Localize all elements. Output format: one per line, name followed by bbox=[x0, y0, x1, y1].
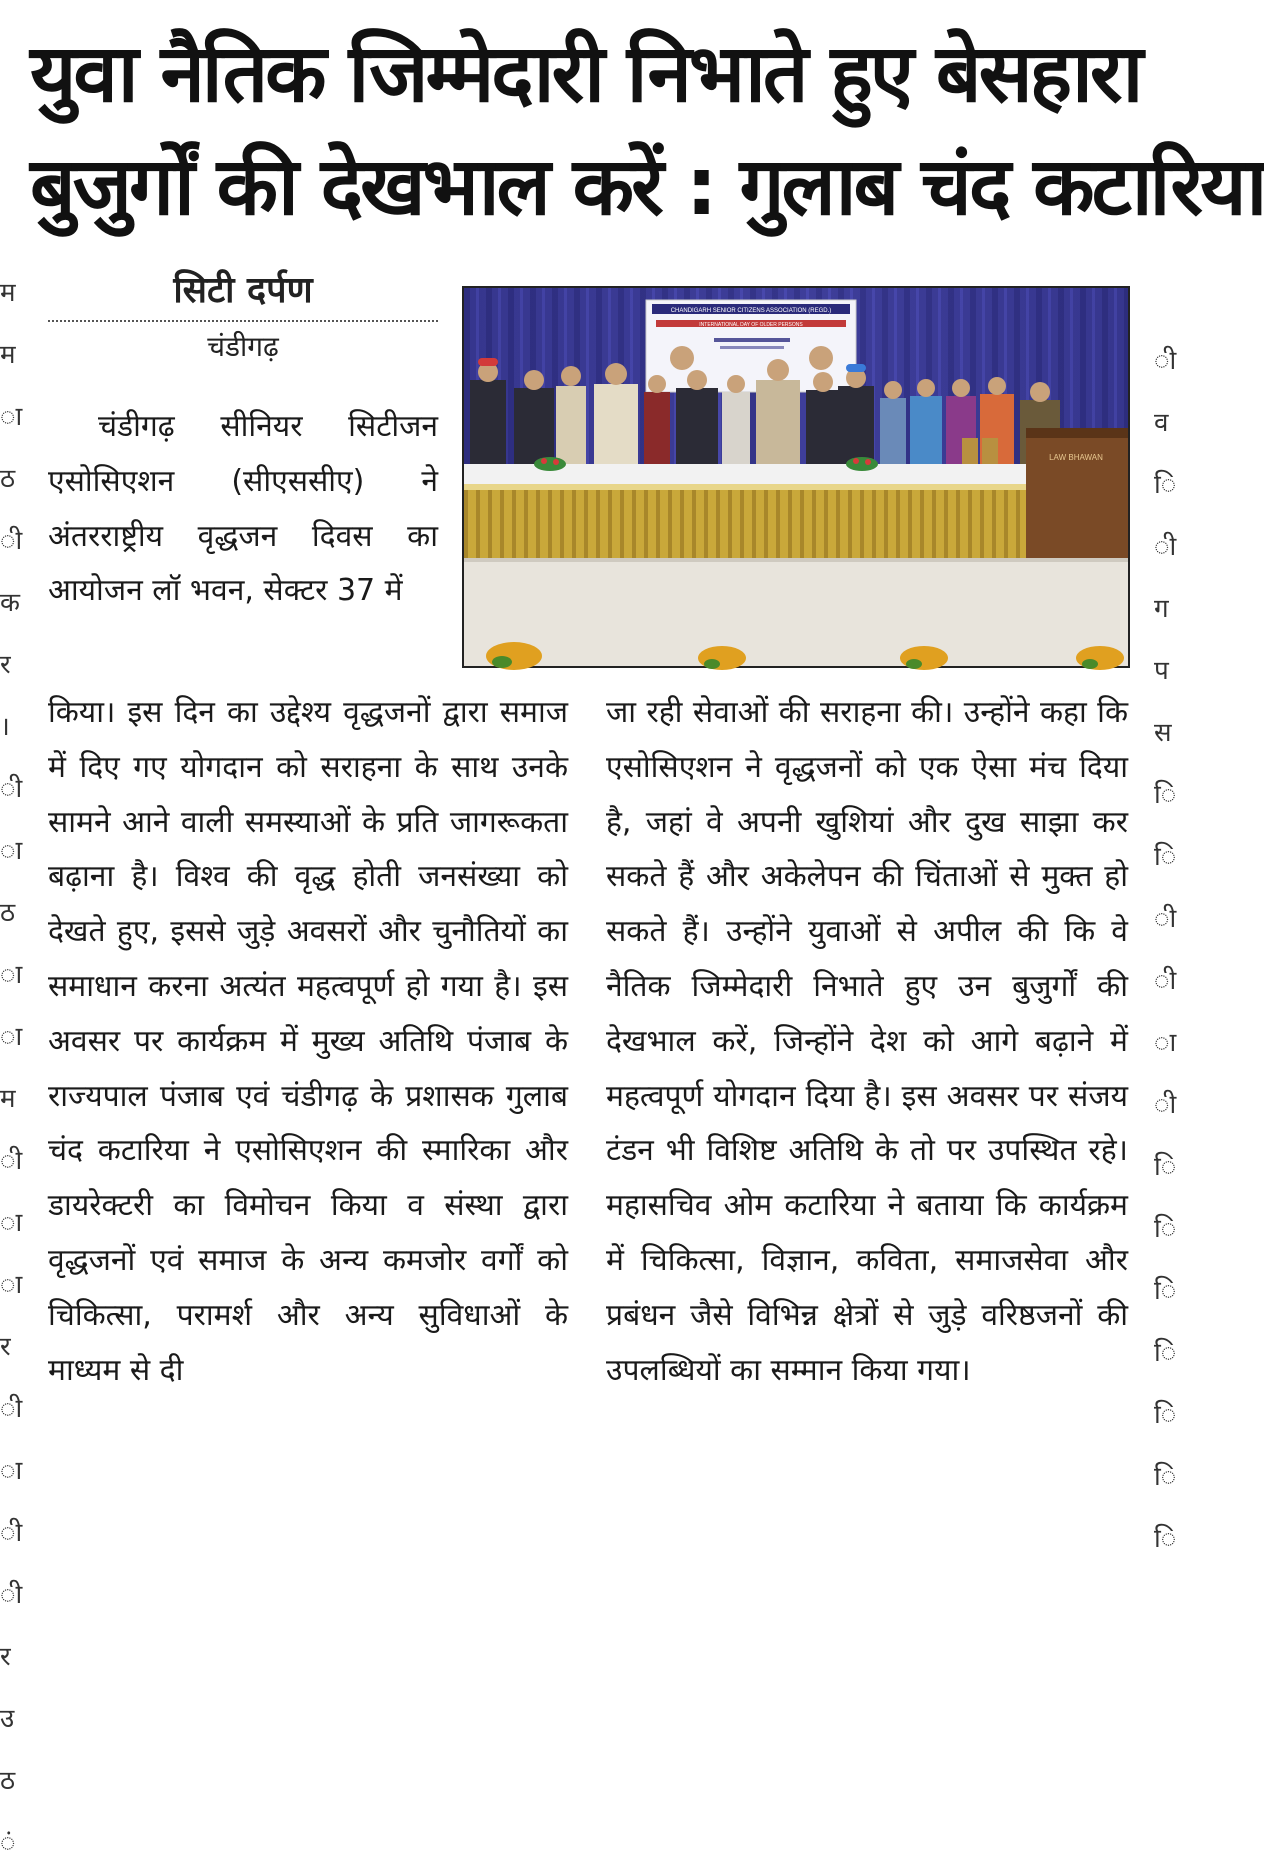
headline-line-1: युवा नैतिक जिम्मेदारी निभाते हुए बेसहारा bbox=[30, 27, 1141, 120]
byline-divider bbox=[48, 320, 438, 322]
edge-fragment-char: र bbox=[0, 650, 11, 680]
edge-fragment-char: ी bbox=[1154, 1090, 1177, 1120]
edge-fragment-char: ा bbox=[0, 1456, 23, 1486]
edge-fragment-char: स bbox=[1154, 718, 1172, 748]
edge-fragment-char: ि bbox=[1154, 842, 1177, 872]
edge-fragment-char: ी bbox=[1154, 346, 1177, 376]
edge-fragment-char: ि bbox=[1154, 1338, 1177, 1368]
edge-fragment-char: ी bbox=[0, 526, 23, 556]
edge-fragment-char: प bbox=[1154, 656, 1169, 686]
edge-fragment-char: उ bbox=[0, 1704, 15, 1734]
byline-source: सिटी दर्पण bbox=[173, 270, 313, 311]
edge-fragment-char: र bbox=[0, 1642, 11, 1672]
article-intro: चंडीगढ़ सीनियर सिटीजन एसोसिएशन (सीएससीए) ने अंतरराष्ट्रीय वृद्धजन दिवस का आयोजन लॉ भवन, सेक्टर 37 में bbox=[48, 409, 438, 609]
banner-title: CHANDIGARH SENIOR CITIZENS ASSOCIATION (REGD.) bbox=[670, 308, 832, 314]
adjacent-column-fragment-left bbox=[0, 262, 23, 1858]
edge-fragment-char: ी bbox=[1154, 904, 1177, 934]
edge-fragment-char: म bbox=[0, 340, 16, 370]
byline-city: चंडीगढ़ bbox=[207, 330, 279, 363]
edge-fragment-char: ि bbox=[1154, 1400, 1177, 1430]
event-photo bbox=[462, 286, 1130, 668]
edge-fragment-char: ं bbox=[0, 1828, 16, 1858]
adjacent-column-fragment-right bbox=[1154, 330, 1177, 1598]
podium bbox=[1026, 428, 1128, 576]
edge-fragment-char: ा bbox=[0, 960, 23, 990]
edge-fragment-char: ी bbox=[0, 1580, 23, 1610]
edge-fragment-char: ा bbox=[0, 402, 23, 432]
edge-fragment-char: । bbox=[0, 712, 10, 742]
edge-fragment-char: ी bbox=[0, 1518, 23, 1548]
edge-fragment-char: ा bbox=[0, 836, 23, 866]
edge-fragment-char: ि bbox=[1154, 1524, 1177, 1554]
edge-fragment-char: ग bbox=[1154, 594, 1169, 624]
edge-fragment-char: ि bbox=[1154, 1214, 1177, 1244]
edge-fragment-char: म bbox=[0, 278, 16, 308]
edge-fragment-char: ी bbox=[1154, 966, 1177, 996]
edge-fragment-char: ा bbox=[0, 1208, 23, 1238]
edge-fragment-char: ि bbox=[1154, 470, 1177, 500]
edge-fragment-char: ी bbox=[0, 1394, 23, 1424]
edge-fragment-char: म bbox=[0, 1084, 16, 1114]
edge-fragment-char: ी bbox=[0, 1146, 23, 1176]
byline bbox=[48, 268, 438, 366]
edge-fragment-char: ा bbox=[1154, 1028, 1177, 1058]
edge-fragment-char: ि bbox=[1154, 1152, 1177, 1182]
edge-fragment-char: क bbox=[0, 588, 20, 618]
headline-line-2: बुजुर्गों की देखभाल करें : गुलाब चंद कटारिया bbox=[30, 140, 1264, 233]
edge-fragment-char: ि bbox=[1154, 780, 1177, 810]
event-photo-illustration bbox=[464, 288, 1128, 666]
article-column-left: किया। इस दिन का उद्देश्य वृद्धजनों द्वारा समाज में दिए गए योगदान को सराहना के साथ उनके सामने आने वाली समस्याओं के प्रति जागरूकता बढ़ाना है। विश्व की वृद्ध होती जनसंख्या को देखते हुए, इससे जुड़े अवसरों और चुनौतियों का समाधान करना अत्यंत महत्वपूर्ण हो गया है। इस अवसर पर कार्यक्रम में मुख्य अतिथि पंजाब के राज्यपाल पंजाब एवं चंडीगढ़ के प्रशासक गुलाब चंद कटारिया ने एसोसिएशन की स्मारिका और डायरेक्टरी का विमोचन किया व संस्था द्वारा वृद्धजनों एवं समाज के अन्य कमजोर वर्गों को चिकित्सा, परामर्श और अन्य सुविधाओं के माध्यम से दी bbox=[48, 695, 568, 1388]
edge-fragment-char: र bbox=[0, 1332, 11, 1362]
edge-fragment-char: ि bbox=[1154, 1462, 1177, 1492]
article-column-right: जा रही सेवाओं की सराहना की। उन्होंने कहा कि एसोसिएशन ने वृद्धजनों को एक ऐसा मंच दिया है, जहां वे अपनी खुशियां और दुख साझा कर सकते हैं और अकेलेपन की चिंताओं से मुक्त हो सकते हैं। उन्होंने युवाओं से अपील की कि वे नैतिक जिम्मेदारी निभाते हुए उन बुजुर्गों की देखभाल करें, जिन्होंने देश को आगे बढ़ाने में महत्वपूर्ण योगदान दिया है। इस अवसर पर संजय टंडन भी विशिष्ट अतिथि के तो पर उपस्थित रहे। महासचिव ओम कटारिया ने बताया कि कार्यक्रम में चिकित्सा, विज्ञान, कविता, समाजसेवा और प्रबंधन जैसे विभिन्न क्षेत्रों से जुड़े वरिष्ठजनों की उपलब्धियों का सम्मान किया गया। bbox=[606, 695, 1128, 1388]
edge-fragment-char: ठ bbox=[0, 1766, 16, 1796]
edge-fragment-char: ठ bbox=[0, 464, 16, 494]
edge-fragment-char: ी bbox=[0, 774, 23, 804]
edge-fragment-char: ठ bbox=[0, 898, 16, 928]
edge-fragment-char: ि bbox=[1154, 1276, 1177, 1306]
edge-fragment-char: व bbox=[1154, 408, 1169, 438]
banner-subtitle: INTERNATIONAL DAY OF OLDER PERSONS bbox=[699, 322, 803, 328]
edge-fragment-char: ा bbox=[0, 1270, 23, 1300]
podium-label: LAW BHAWAN bbox=[1049, 453, 1103, 462]
edge-fragment-char: ा bbox=[0, 1022, 23, 1052]
edge-fragment-char: ी bbox=[1154, 532, 1177, 562]
stage-floor bbox=[464, 558, 1128, 666]
